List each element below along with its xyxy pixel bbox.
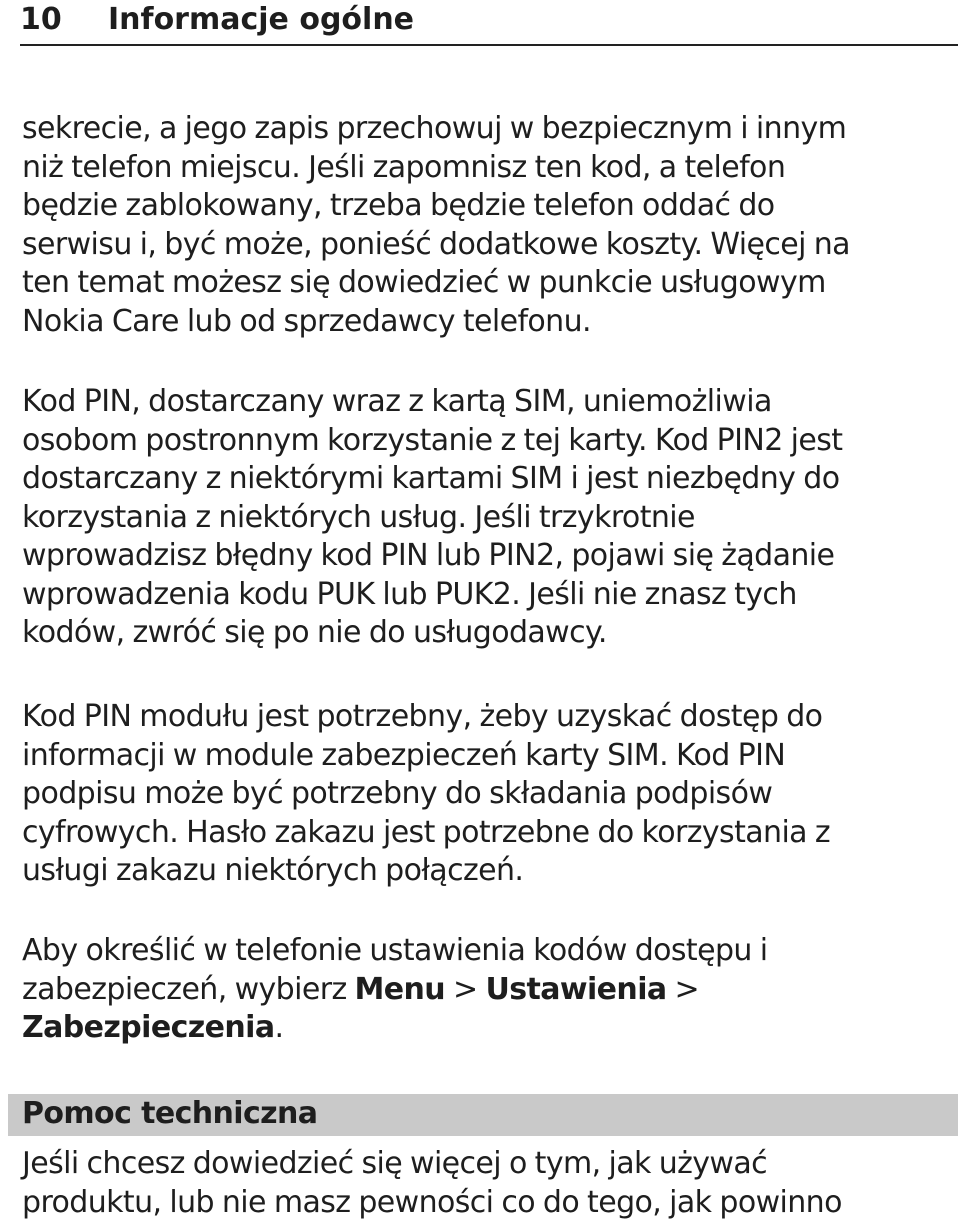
text-line: dostarczany z niektórymi kartami SIM i jest niezbędny do: [22, 461, 840, 496]
text-line: podpisu może być potrzebny do składania podpisów: [22, 776, 773, 811]
paragraph-security-code: [22, 110, 952, 341]
text-line: korzystania z niektórych usług. Jeśli trzykrotnie: [22, 499, 695, 535]
menu-path-separator: >: [666, 971, 700, 1007]
text-line: Kod PIN, dostarczany wraz z kartą SIM, uniemożliwia: [22, 384, 772, 419]
menu-path-menu: Menu: [354, 971, 446, 1007]
text-line: kodów, zwróć się po nie do usługodawcy.: [22, 615, 607, 650]
menu-path-settings: Ustawienia: [485, 971, 667, 1007]
menu-path-prefix: zabezpieczeń, wybierz: [22, 971, 355, 1007]
text-line: informacji w module zabezpieczeń karty SIM. Kod PIN: [22, 737, 786, 773]
paragraph-settings-path: [22, 932, 952, 1048]
text-line: Jeśli chcesz dowiedzieć się więcej o tym, jak używać: [22, 1146, 768, 1181]
text-line: serwisu i, być może, ponieść dodatkowe koszty. Więcej na: [22, 226, 850, 262]
text-line: wprowadzisz błędny kod PIN lub PIN2, pojawi się żądanie: [22, 538, 835, 573]
menu-path-security: Zabezpieczenia: [22, 1010, 275, 1045]
text-line: produktu, lub nie masz pewności co do tego, jak powinno: [22, 1184, 842, 1220]
text-line: niż telefon miejscu. Jeśli zapomnisz ten kod, a telefon: [22, 149, 786, 185]
page-header: [20, 0, 958, 46]
text-line: Kod PIN modułu jest potrzebny, żeby uzyskać dostęp do: [22, 699, 823, 734]
text-line: osobom postronnym korzystanie z tej karty. Kod PIN2 jest: [22, 422, 843, 458]
text-line-menu-path: [22, 971, 952, 1010]
text-line: usługi zakazu niektórych połączeń.: [22, 853, 524, 888]
text-line: Nokia Care lub od sprzedawcy telefonu.: [22, 303, 591, 339]
paragraph-pin-codes: [22, 383, 952, 653]
text-line: Aby określić w telefonie ustawienia kodów dostępu i: [22, 933, 768, 968]
page-number: 10: [20, 2, 62, 37]
text-line: wprowadzenia kodu PUK lub PUK2. Jeśli nie znasz tych: [22, 576, 797, 612]
paragraph-module-pin: [22, 698, 952, 891]
section-heading-bar: [8, 1094, 958, 1136]
text-line: ten temat możesz się dowiedzieć w punkcie usługowym: [22, 265, 826, 300]
section-title: Pomoc techniczna: [22, 1096, 318, 1131]
text-line: będzie zablokowany, trzeba będzie telefon oddać do: [22, 188, 775, 223]
text-line: cyfrowych. Hasło zakazu jest potrzebne do korzystania z: [22, 814, 831, 850]
sentence-end: .: [274, 1010, 284, 1045]
chapter-title: Informacje ogólne: [108, 2, 415, 37]
menu-path-separator: >: [445, 971, 486, 1007]
paragraph-support: [22, 1145, 952, 1222]
text-line: sekrecie, a jego zapis przechowuj w bezpiecznym i innym: [22, 111, 847, 146]
text-line-menu-path-end: [22, 1009, 952, 1048]
